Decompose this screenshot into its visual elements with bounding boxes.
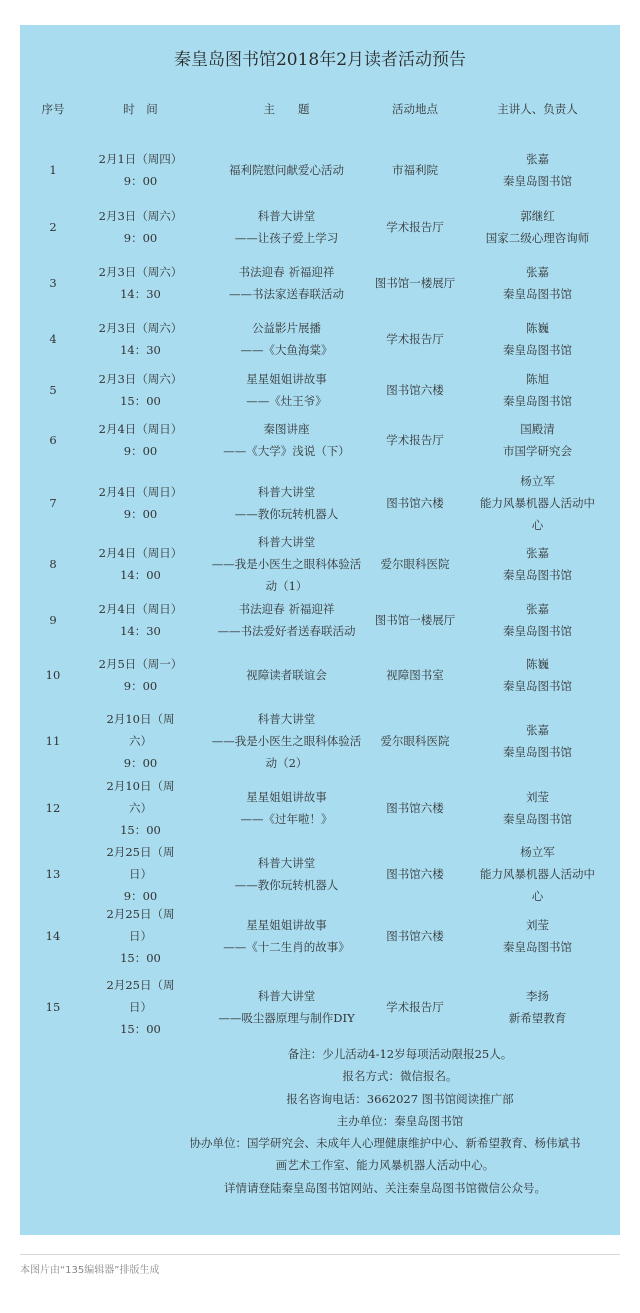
row-number-line: 8 — [49, 557, 57, 571]
row-speaker-line: 市国学研究会 — [503, 444, 572, 458]
row-speaker — [465, 260, 610, 306]
row-place-line: 图书馆六楼 — [386, 929, 444, 943]
row-number-line: 4 — [49, 332, 57, 346]
row-place-line: 学术报告厅 — [386, 1000, 444, 1014]
row-number — [28, 474, 78, 532]
row-topic-line: 公益影片展播 — [252, 321, 321, 335]
row-topic — [183, 652, 390, 698]
row-number — [28, 907, 78, 965]
row-topic-line: 科普大讲堂 — [257, 209, 316, 223]
row-topic — [183, 840, 390, 908]
row-topic-line: 动（1） — [265, 579, 308, 593]
row-time-line: 2月4日（周日） — [98, 546, 183, 560]
row-place — [360, 367, 470, 413]
row-place-line: 学术报告厅 — [386, 332, 444, 346]
row-speaker-line: 张嘉 — [526, 152, 549, 166]
row-topic-line: ——教你玩转机器人 — [234, 878, 339, 892]
row-number-line: 12 — [45, 801, 61, 815]
row-topic-line: ——教你玩转机器人 — [234, 507, 339, 521]
row-topic-line: 福利院慰问献爱心活动 — [229, 163, 344, 177]
row-topic — [183, 907, 390, 965]
table-row — [20, 973, 620, 1041]
row-speaker — [465, 774, 610, 842]
row-time-line: 15：00 — [120, 394, 161, 408]
row-place-line: 学术报告厅 — [386, 220, 444, 234]
row-time-line: 15：00 — [120, 823, 161, 837]
note-details: 详情请登陆秦皇岛图书馆网站、关注秦皇岛图书馆微信公众号。 — [224, 1180, 546, 1195]
row-number-line: 5 — [49, 383, 57, 397]
row-time-line: 14：00 — [120, 568, 161, 582]
row-place-line: 爱尔眼科医院 — [380, 734, 450, 748]
row-speaker — [465, 840, 610, 908]
row-speaker — [465, 597, 610, 643]
table-row — [20, 417, 620, 463]
row-topic — [183, 316, 390, 362]
note-phone: 报名咨询电话：3662027 图书馆阅读推广部 — [286, 1091, 514, 1106]
row-time-line: 2月5日（周一） — [98, 657, 183, 671]
row-number-line: 9 — [49, 613, 57, 627]
row-topic — [183, 367, 390, 413]
table-row — [20, 707, 620, 775]
poster-title: 秦皇岛图书馆2018年2月读者活动预告 — [173, 50, 467, 70]
row-place — [360, 907, 470, 965]
row-speaker-line: 国家二级心理咨询师 — [485, 231, 590, 245]
row-place-line: 图书馆六楼 — [386, 867, 444, 881]
row-topic-line: 星星姐姐讲故事 — [246, 372, 327, 386]
row-place — [360, 707, 470, 775]
row-speaker-line: 杨立军 — [520, 845, 555, 859]
table-row — [20, 147, 620, 193]
row-topic — [183, 530, 390, 598]
row-speaker — [465, 316, 610, 362]
row-speaker-line: 能力风暴机器人活动中 — [480, 496, 595, 510]
row-place — [360, 474, 470, 532]
row-speaker-line: 秦皇岛图书馆 — [503, 679, 572, 693]
note-signup: 报名方式：微信报名。 — [342, 1069, 458, 1084]
row-number — [28, 204, 78, 250]
row-place-line: 学术报告厅 — [386, 433, 444, 447]
row-number — [28, 147, 78, 193]
row-topic — [183, 147, 390, 193]
row-speaker-line: 张嘉 — [526, 602, 549, 616]
row-number — [28, 597, 78, 643]
row-time-line: 2月25日（周 — [106, 978, 175, 992]
row-speaker — [465, 707, 610, 775]
row-speaker-line: 能力风暴机器人活动中 — [480, 867, 595, 881]
row-speaker-line: 秦皇岛图书馆 — [503, 812, 572, 826]
row-time-line: 2月10日（周 — [106, 779, 175, 793]
row-time-line: 2月1日（周四） — [98, 152, 183, 166]
row-number-line: 10 — [45, 668, 61, 682]
row-number — [28, 652, 78, 698]
row-place-line: 市福利院 — [392, 163, 438, 177]
row-number-line: 11 — [45, 734, 61, 748]
row-speaker — [465, 973, 610, 1041]
row-topic-line: 视障读者联谊会 — [246, 668, 327, 682]
row-number — [28, 530, 78, 598]
row-place-line: 视障图书室 — [386, 668, 444, 682]
row-speaker-line: 新希望教育 — [508, 1011, 567, 1025]
row-topic-line: 动（2） — [265, 756, 308, 770]
row-speaker-line: 心 — [531, 518, 544, 532]
row-place — [360, 597, 470, 643]
row-speaker — [465, 652, 610, 698]
row-number — [28, 707, 78, 775]
row-number-line: 2 — [49, 220, 57, 234]
row-time-line: 六） — [129, 801, 152, 815]
table-row — [20, 907, 620, 965]
table-row — [20, 204, 620, 250]
row-place — [360, 260, 470, 306]
row-time-line: 2月25日（周 — [106, 845, 175, 859]
row-topic-line: ——我是小医生之眼科体验活 — [211, 557, 362, 571]
row-topic — [183, 260, 390, 306]
row-topic-line: ——《大学》浅说（下） — [223, 444, 350, 458]
row-speaker — [465, 907, 610, 965]
row-time-line: 日） — [129, 867, 152, 881]
row-topic-line: 科普大讲堂 — [257, 485, 316, 499]
row-time-line: 15：00 — [120, 951, 161, 965]
row-topic — [183, 774, 390, 842]
row-time-line: 9：00 — [123, 679, 158, 693]
row-topic — [183, 597, 390, 643]
row-speaker-line: 秦皇岛图书馆 — [503, 174, 572, 188]
row-speaker-line: 秦皇岛图书馆 — [503, 394, 572, 408]
row-topic-line: 星星姐姐讲故事 — [246, 918, 327, 932]
row-place — [360, 204, 470, 250]
table-row — [20, 367, 620, 413]
row-speaker — [465, 474, 610, 532]
row-number-line: 1 — [49, 163, 57, 177]
note-remark: 备注：少儿活动4-12岁每项活动限报25人。 — [287, 1047, 513, 1061]
row-number — [28, 367, 78, 413]
row-time-line: 9：00 — [123, 889, 158, 903]
row-place — [360, 774, 470, 842]
row-time-line: 2月10日（周 — [106, 712, 175, 726]
row-topic-line: ——书法家送春联活动 — [229, 287, 344, 301]
row-topic — [183, 707, 390, 775]
row-speaker — [465, 417, 610, 463]
row-topic-line: ——吸尘器原理与制作DIY — [218, 1011, 355, 1025]
row-place — [360, 973, 470, 1041]
row-place — [360, 417, 470, 463]
row-time-line: 14：30 — [120, 343, 161, 357]
row-number — [28, 774, 78, 842]
row-speaker-line: 秦皇岛图书馆 — [503, 343, 572, 357]
row-topic-line: 科普大讲堂 — [257, 535, 316, 549]
row-speaker — [465, 147, 610, 193]
row-number — [28, 840, 78, 908]
note-co-host-line-1: 协办单位：国学研究会、未成年人心理健康维护中心、新希望教育、杨伟斌书 — [189, 1136, 581, 1151]
row-topic-line: ——《过年啦！》 — [240, 812, 333, 826]
row-speaker — [465, 367, 610, 413]
table-row — [20, 316, 620, 362]
table-header — [20, 101, 620, 121]
notes-block — [180, 1043, 620, 1199]
row-number — [28, 316, 78, 362]
row-time-line: 9：00 — [123, 507, 158, 521]
row-speaker-line: 秦皇岛图书馆 — [503, 624, 572, 638]
editor-credit: 本图片由“135编辑器”排版生成 — [20, 1265, 160, 1276]
row-speaker-line: 杨立军 — [520, 474, 555, 488]
row-topic-line: ——《大鱼海棠》 — [240, 343, 333, 357]
row-place-line: 图书馆六楼 — [386, 496, 444, 510]
row-topic-line: ——让孩子爱上学习 — [234, 231, 339, 245]
row-time-line: 9：00 — [123, 444, 158, 458]
header-topic: 主 题 — [263, 102, 310, 116]
row-speaker-line: 张嘉 — [526, 546, 549, 560]
row-topic — [183, 417, 390, 463]
row-time-line: 9：00 — [123, 231, 158, 245]
row-number-line: 7 — [49, 496, 57, 510]
row-topic-line: ——《十二生肖的故事》 — [223, 940, 350, 954]
row-topic-line: 秦图讲座 — [263, 422, 310, 436]
row-number-line: 13 — [45, 867, 61, 881]
row-speaker-line: 秦皇岛图书馆 — [503, 287, 572, 301]
row-speaker-line: 陈巍 — [526, 657, 549, 671]
row-speaker — [465, 204, 610, 250]
row-place — [360, 316, 470, 362]
row-topic-line: ——书法爱好者送春联活动 — [217, 624, 356, 638]
row-place-line: 图书馆一楼展厅 — [374, 276, 456, 290]
row-number-line: 14 — [45, 929, 61, 943]
row-place — [360, 840, 470, 908]
row-time-line: 2月3日（周六） — [98, 265, 183, 279]
row-number-line: 6 — [49, 433, 57, 447]
row-time-line: 9：00 — [123, 174, 158, 188]
row-topic-line: 科普大讲堂 — [257, 856, 316, 870]
row-topic-line: 科普大讲堂 — [257, 989, 316, 1003]
row-time-line: 9：00 — [123, 756, 158, 770]
row-topic-line: 书法迎春 祈福迎祥 — [238, 602, 335, 616]
row-topic-line: ——《灶王爷》 — [246, 394, 327, 408]
row-place-line: 图书馆一楼展厅 — [374, 613, 456, 627]
row-speaker-line: 陈巍 — [526, 321, 549, 335]
poster-panel — [20, 25, 620, 1235]
row-topic-line: 科普大讲堂 — [257, 712, 316, 726]
row-topic — [183, 973, 390, 1041]
row-speaker-line: 国殿清 — [520, 422, 555, 436]
table-row — [20, 652, 620, 698]
row-topic-line: 星星姐姐讲故事 — [246, 790, 327, 804]
table-row — [20, 597, 620, 643]
row-speaker-line: 刘莹 — [526, 918, 549, 932]
row-time-line: 2月4日（周日） — [98, 602, 183, 616]
row-speaker-line: 心 — [531, 889, 544, 903]
row-number-line: 15 — [45, 1000, 61, 1014]
row-time-line: 2月3日（周六） — [98, 321, 183, 335]
footer-divider — [20, 1254, 620, 1255]
row-time-line: 14：30 — [120, 624, 161, 638]
row-speaker-line: 张嘉 — [526, 723, 549, 737]
row-speaker-line: 秦皇岛图书馆 — [503, 940, 572, 954]
row-time-line: 日） — [129, 1000, 152, 1014]
row-time-line: 2月3日（周六） — [98, 372, 183, 386]
row-speaker-line: 郭继红 — [520, 209, 555, 223]
header-place: 活动地点 — [392, 102, 438, 116]
row-time-line: 2月4日（周日） — [98, 422, 183, 436]
table-row — [20, 260, 620, 306]
row-time-line: 六） — [129, 734, 152, 748]
row-topic — [183, 204, 390, 250]
row-place — [360, 147, 470, 193]
row-time-line: 14：30 — [120, 287, 161, 301]
row-topic — [183, 474, 390, 532]
row-time-line: 2月25日（周 — [106, 907, 175, 921]
table-row — [20, 474, 620, 532]
row-place-line: 爱尔眼科医院 — [380, 557, 450, 571]
row-speaker-line: 陈旭 — [526, 372, 549, 386]
row-place — [360, 530, 470, 598]
row-speaker-line: 秦皇岛图书馆 — [503, 568, 572, 582]
table-row — [20, 840, 620, 908]
row-speaker-line: 刘莹 — [526, 790, 549, 804]
note-co-host-line-2: 画艺术工作室、能力风暴机器人活动中心。 — [275, 1158, 495, 1173]
row-topic-line: ——我是小医生之眼科体验活 — [211, 734, 362, 748]
row-place-line: 图书馆六楼 — [386, 383, 444, 397]
header-time: 时 间 — [123, 102, 158, 116]
header-number: 序号 — [41, 102, 65, 116]
row-speaker-line: 秦皇岛图书馆 — [503, 745, 572, 759]
row-number — [28, 260, 78, 306]
row-number — [28, 417, 78, 463]
row-speaker-line: 张嘉 — [526, 265, 549, 279]
row-time-line: 2月3日（周六） — [98, 209, 183, 223]
row-topic-line: 书法迎春 祈福迎祥 — [238, 265, 335, 279]
table-row — [20, 774, 620, 842]
table-row — [20, 530, 620, 598]
row-speaker — [465, 530, 610, 598]
row-time-line: 2月4日（周日） — [98, 485, 183, 499]
row-time-line: 15：00 — [120, 1022, 161, 1036]
row-number-line: 3 — [49, 276, 57, 290]
row-time-line: 日） — [129, 929, 152, 943]
row-place — [360, 652, 470, 698]
row-speaker-line: 李扬 — [526, 989, 549, 1003]
header-speaker: 主讲人、负责人 — [497, 102, 578, 116]
row-number — [28, 973, 78, 1041]
note-host: 主办单位：秦皇岛图书馆 — [336, 1113, 464, 1128]
row-place-line: 图书馆六楼 — [386, 801, 444, 815]
